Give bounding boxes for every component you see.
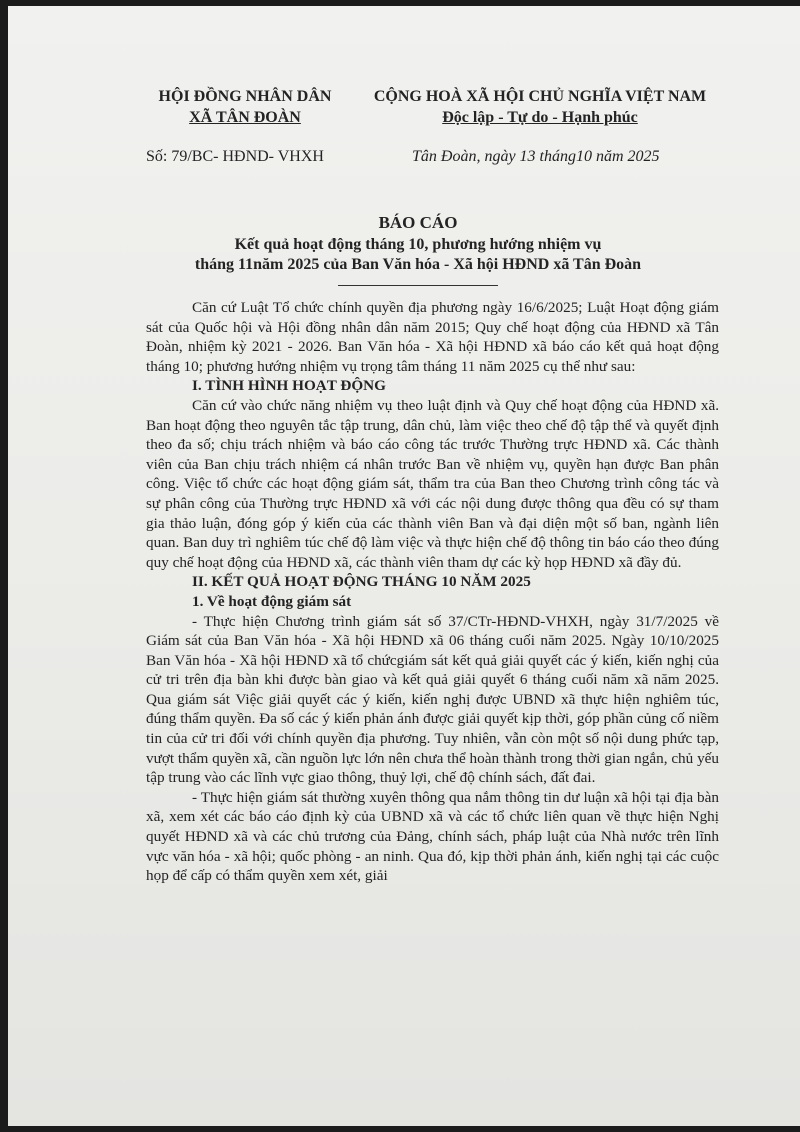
nation-line-2: Độc lập - Tự do - Hạnh phúc [442, 109, 638, 126]
issuing-organization [150, 86, 340, 128]
org-line-1: HỘI ĐỒNG NHÂN DÂN [158, 88, 332, 105]
document-subtitle [128, 235, 708, 275]
section-1-heading: I. TÌNH HÌNH HOẠT ĐỘNG [192, 377, 386, 395]
section-2-heading: II. KẾT QUẢ HOẠT ĐỘNG THÁNG 10 NĂM 2025 [192, 573, 531, 591]
nation-line-1: CỘNG HOÀ XÃ HỘI CHỦ NGHĨA VIỆT NAM [373, 88, 707, 105]
document-page [8, 6, 800, 1126]
section-2-paragraph-1: - Thực hiện Chương trình giám sát số 37/CTr-HĐND-VHXH, ngày 31/7/2025 về Giám sát của Ban Văn hóa - Xã hội HĐND xã 06 tháng cuối năm 2025. Ngày 10/10/2025 Ban Văn hóa - Xã hội HĐND xã tổ chứcgiám sát kết quả giải quyết các ý kiến, kiến nghị của cử tri trên địa bàn khi được bàn giao và kết quả giải quyết 6 tháng cuối năm xã năm 2025. Qua giám sát Việc giải quyết các ý kiến, kiến nghị được UBND xã thực hiện nghiêm túc, đúng thẩm quyền. Đa số các ý kiến phản ánh được giải quyết kịp thời, góp phần củng cố niềm tin của cử tri đối với chính quyền địa phương. Tuy nhiên, vẫn còn một số nội dung phức tạp, vượt thẩm quyền xã, cần nguồn lực lớn nên chưa thể hoàn thành trong thời gian ngắn, chủ yếu tập trung vào các lĩnh vực giao thông, thuỷ lợi, chế độ chính sách, đất đai. [146, 612, 719, 787]
subtitle-line-1: Kết quả hoạt động tháng 10, phương hướng nhiệm vụ [234, 236, 602, 253]
section-2-paragraph-2: - Thực hiện giám sát thường xuyên thông qua nắm thông tin dư luận xã hội tại địa bàn xã, xem xét các báo cáo định kỳ của UBND xã và các tổ chức liên quan về thực hiện Nghị quyết HĐND xã và các chủ trương của Đảng, chính sách, pháp luật của Nhà nước trên lĩnh vực văn hóa - xã hội; quốc phòng - an ninh. Qua đó, kịp thời phản ánh, kiến nghị tại các cuộc họp để cấp có thẩm quyền xem xét, giải [146, 788, 719, 885]
document-number: Số: 79/BC- HĐND- VHXH [146, 148, 324, 165]
intro-paragraph: Căn cứ Luật Tổ chức chính quyền địa phương ngày 16/6/2025; Luật Hoạt động giám sát của Quốc hội và Hội đồng nhân dân năm 2015; Quy chế hoạt động của HĐND xã Tân Đoàn, nhiệm kỳ 2021 - 2026. Ban Văn hóa - Xã hội HĐND xã báo cáo kết quả hoạt động tháng 10; phương hướng nhiệm vụ trọng tâm tháng 11 năm 2025 cụ thể như sau: [146, 299, 719, 375]
national-motto [360, 86, 720, 128]
place-date: Tân Đoàn, ngày 13 tháng10 năm 2025 [412, 148, 660, 165]
subtitle-line-2: tháng 11năm 2025 của Ban Văn hóa - Xã hội HĐND xã Tân Đoàn [194, 256, 642, 273]
title-divider [338, 285, 498, 286]
document-title: BÁO CÁO [378, 213, 458, 232]
org-line-2: XÃ TÂN ĐOÀN [189, 109, 301, 126]
section-1-paragraph: Căn cứ vào chức năng nhiệm vụ theo luật định và Quy chế hoạt động của HĐND xã. Ban hoạt động theo nguyên tắc tập trung, dân chủ, làm việc theo chế độ tập thể và quyết định theo đa số; chịu trách nhiệm và báo cáo công tác trước Thường trực HĐND xã. Các thành viên của Ban chịu trách nhiệm cá nhân trước Ban về nhiệm vụ, quyền hạn được Ban phân công. Việc tổ chức các hoạt động giám sát, thẩm tra của Ban theo Chương trình công tác và sự phân công của Thường trực HĐND xã với các nội dung được thông qua đều có sự tham gia thảo luận, đóng góp ý kiến của các thành viên Ban và đại diện một số ban, ngành liên quan. Ban duy trì nghiêm túc chế độ làm việc và thực hiện chế độ thông tin báo cáo theo đúng quy chế hoạt động của HĐND xã, các thành viên tham dự các kỳ họp HĐND xã đầy đủ. [146, 396, 719, 571]
section-2-subheading-1: 1. Về hoạt động giám sát [192, 592, 352, 610]
document-body [146, 298, 719, 886]
